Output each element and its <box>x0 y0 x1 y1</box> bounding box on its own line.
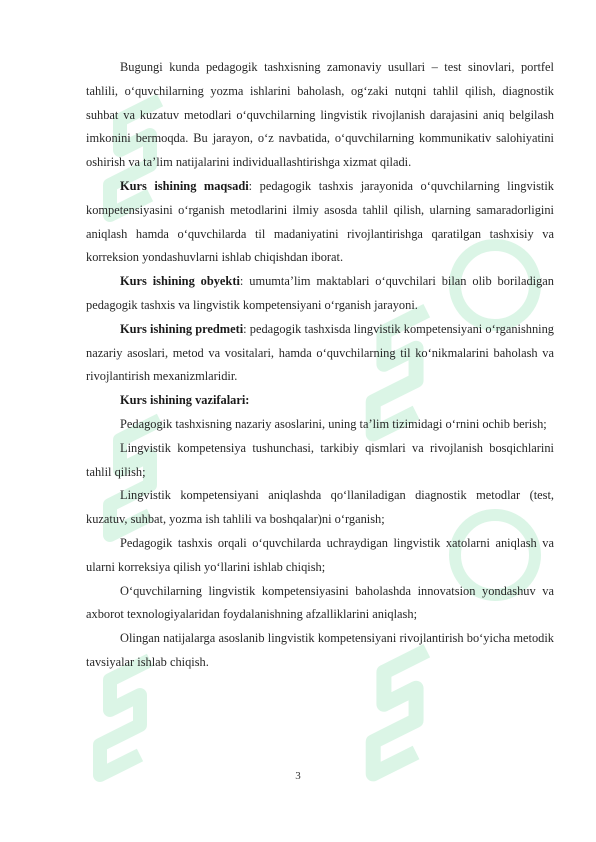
task-item: Pedagogik tashxis orqali o‘quvchilarda uchraydigan lingvistik xatolarni aniqlash va ularni korreksiya qilish yo‘llarini ishlab chiqish; <box>86 535 554 574</box>
subject-paragraph: Kurs ishining predmeti: pedagogik tashxisda lingvistik kompetensiyani o‘rganishning nazariy asoslari, metod va vositalari, hamda o‘quvchilarning til ko‘nikmalarini baholash va rivojlantirish mexanizmlaridir. <box>86 321 554 384</box>
tasks-heading-paragraph <box>86 389 554 413</box>
task-item: O‘quvchilarning lingvistik kompetensiyasini baholashda innovatsion yondashuv va axborot texnologiyalaridan foydalanishning afzalliklarini aniqlash; <box>86 583 554 622</box>
document-body <box>86 56 554 675</box>
body-paragraph: Bugungi kunda pedagogik tashxisning zamonaviy usullari – test sinovlari, portfel tahlili, o‘quvchilarning yozma ishlarini baholash, og‘zaki nutqni tahlil qilish, diagnostik suhbat va kuzatuv metodlari o‘quvchilarning lingvistik rivojlanish darajasini aniq belgilash imkonini bermoqda. Bu jarayon, o‘z navbatida, o‘quvchilarning kommunikativ salohiyatini oshirish va ta’lim natijalarini individuallashtirishga xizmat qiladi. <box>86 60 554 170</box>
object-paragraph: Kurs ishining obyekti: umumta’lim maktablari o‘quvchilari bilan olib boriladigan pedagogik tashxis va lingvistik kompetensiyani o‘rganish jarayoni. <box>86 274 554 312</box>
task-item: Olingan natijalarga asoslanib lingvistik kompetensiyani rivojlantirish bo‘yicha metodik tavsiyalar ishlab chiqish. <box>86 631 554 669</box>
object-heading: Kurs ishining obyekti <box>120 274 240 289</box>
tasks-heading: Kurs ishining vazifalari: <box>120 393 250 408</box>
subject-heading: Kurs ishining predmeti <box>120 321 244 336</box>
goal-paragraph: Kurs ishining maqsadi: pedagogik tashxis jarayonida o‘quvchilarning lingvistik kompetensiyasini o‘rganish metodlarini ilmiy asosda tahlil qilish, ularning samaradorligini aniqlash hamda o‘quvchilarda til madaniyatini rivojlantirishga qaratilgan tashxisiy va korreksion yondashuvlarni ishlab chiqishdan iborat. <box>86 178 554 265</box>
task-item: Lingvistik kompetensiya tushunchasi, tarkibiy qismlari va rivojlanish bosqichlarini tahlil qilish; <box>86 440 554 479</box>
task-item: Lingvistik kompetensiyani aniqlashda qo‘llaniladigan diagnostik metodlar (test, kuzatuv, suhbat, yozma ish tahlili va boshqalar)ni o‘rganish; <box>86 488 554 527</box>
page-number: 3 <box>295 770 301 782</box>
goal-heading: Kurs ishining maqsadi <box>120 178 249 193</box>
task-item: Pedagogik tashxisning nazariy asoslarini, uning ta’lim tizimidagi o‘rnini ochib berish; <box>120 416 547 431</box>
